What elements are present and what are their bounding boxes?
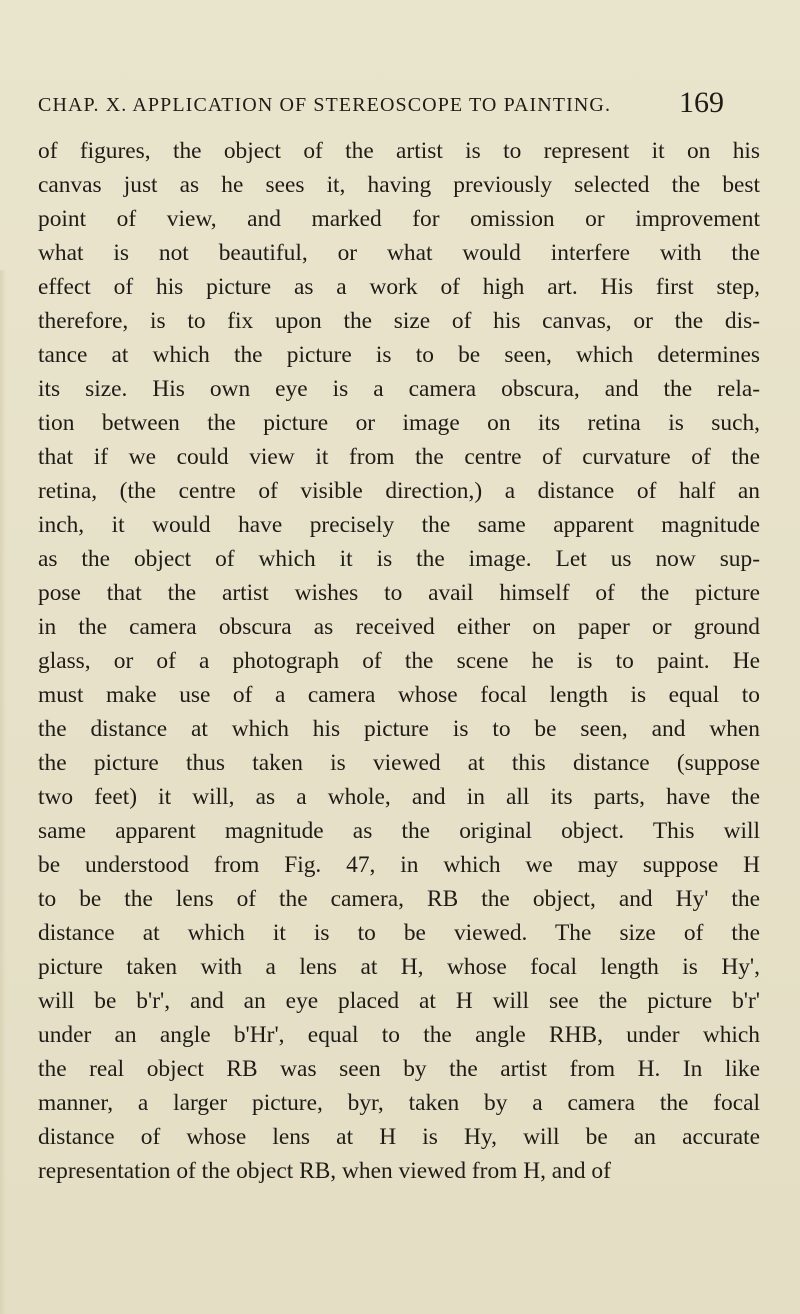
text-line: therefore, is to fix upon the size of his canvas, or the dis- xyxy=(38,308,760,334)
running-head xyxy=(38,86,760,126)
text-line: what is not beautiful, or what would interfere with the xyxy=(38,240,760,266)
text-line: two feet) it will, as a whole, and in all its parts, have the xyxy=(38,784,760,810)
text-line: to be the lens of the camera, RB the object, and Hy' the xyxy=(38,886,760,912)
text-line: be understood from Fig. 47, in which we may suppose H xyxy=(38,852,760,878)
text-line: canvas just as he sees it, having previously selected the best xyxy=(38,172,760,198)
text-line: that if we could view it from the centre of curvature of the xyxy=(38,444,760,470)
text-line: the distance at which his picture is to be seen, and when xyxy=(38,716,760,742)
text-line: as the object of which it is the image. Let us now sup- xyxy=(38,546,760,572)
text-line: the real object RB was seen by the artist from H. In like xyxy=(38,1056,760,1082)
text-line: tance at which the picture is to be seen, which determines xyxy=(38,342,760,368)
body-text xyxy=(38,134,760,1188)
text-line: under an angle b'Hr', equal to the angle RHB, under which xyxy=(38,1022,760,1048)
text-line: distance of whose lens at H is Hy, will be an accurate xyxy=(38,1124,760,1150)
running-head-title: CHAP. X. APPLICATION OF STEREOSCOPE TO PAINTING. xyxy=(38,94,612,116)
text-line: its size. His own eye is a camera obscura, and the rela- xyxy=(38,376,760,402)
text-line: point of view, and marked for omission or improvement xyxy=(38,206,760,232)
text-line: must make use of a camera whose focal length is equal to xyxy=(38,682,760,708)
text-line: inch, it would have precisely the same apparent magnitude xyxy=(38,512,760,538)
text-line: retina, (the centre of visible direction,) a distance of half an xyxy=(38,478,760,504)
text-line: pose that the artist wishes to avail himself of the picture xyxy=(38,580,760,606)
text-line: in the camera obscura as received either on paper or ground xyxy=(38,614,760,640)
text-line: effect of his picture as a work of high art. His first step, xyxy=(38,274,760,300)
text-line: will be b'r', and an eye placed at H will see the picture b'r' xyxy=(38,988,760,1014)
text-line: distance at which it is to be viewed. The size of the xyxy=(38,920,760,946)
text-line: manner, a larger picture, byr, taken by a camera the focal xyxy=(38,1090,760,1116)
page-edge-shadow xyxy=(0,270,6,1314)
text-line: of figures, the object of the artist is to represent it on his xyxy=(38,138,760,164)
text-line: same apparent magnitude as the original object. This will xyxy=(38,818,760,844)
text-line: picture taken with a lens at H, whose focal length is Hy', xyxy=(38,954,760,980)
page-number: 169 xyxy=(679,86,724,119)
text-line: representation of the object RB, when viewed from H, and of xyxy=(38,1158,611,1184)
text-line: tion between the picture or image on its retina is such, xyxy=(38,410,760,436)
text-line: glass, or of a photograph of the scene he is to paint. He xyxy=(38,648,760,674)
text-line: the picture thus taken is viewed at this distance (suppose xyxy=(38,750,760,776)
